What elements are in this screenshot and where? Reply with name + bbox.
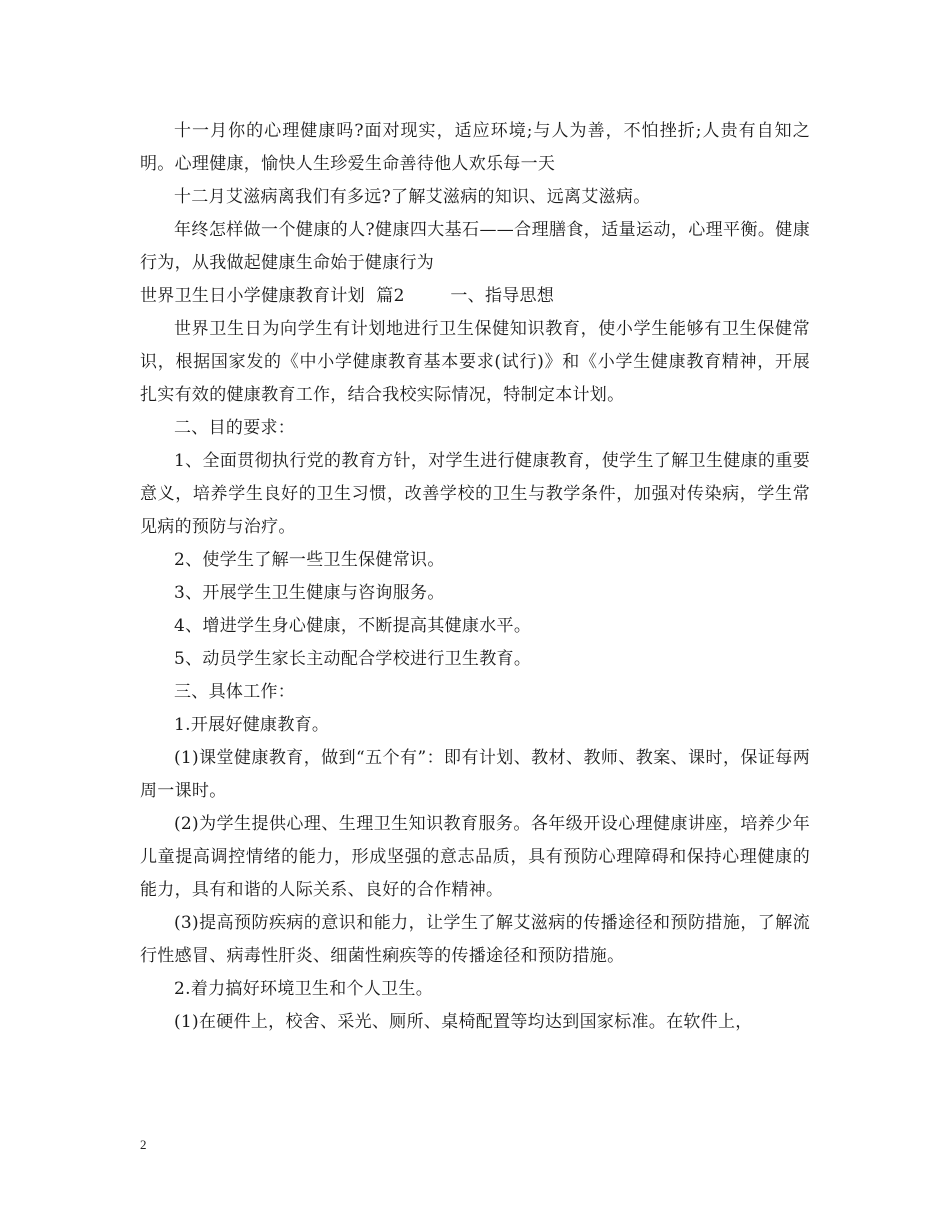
paragraph-item-3: (3)提高预防疾病的意识和能力，让学生了解艾滋病的传播途径和预防措施，了解流行性感冒、病毒性肝炎、细菌性痢疾等的传播途径和预防措施。 xyxy=(140,913,810,966)
list-item-goal-2: 2、使学生了解一些卫生保健常识。 xyxy=(174,550,445,570)
page-number: 2 xyxy=(140,1137,147,1152)
paragraph-november: 十一月你的心理健康吗?面对现实，适应环境;与人为善，不怕挫折;人贵有自知之明。心理健康，愉快人生珍爱生命善待他人欢乐每一天 xyxy=(140,121,810,174)
section-heading-plan-2: 世界卫生日小学健康教育计划 篇2 一、指导思想 xyxy=(140,286,555,306)
heading-specific-work: 三、具体工作： xyxy=(174,682,296,702)
paragraph-year-end: 年终怎样做一个健康的人?健康四大基石——合理膳食，适量运动，心理平衡。健康行为，从我做起健康生命始于健康行为 xyxy=(140,220,810,273)
list-item-goal-5: 5、动员学生家长主动配合学校进行卫生教育。 xyxy=(174,649,532,669)
list-item-goal-1: 1、全面贯彻执行党的教育方针，对学生进行健康教育，使学生了解卫生健康的重要意义，培养学生良好的卫生习惯，改善学校的卫生与教学条件，加强对传染病，学生常见病的预防与治疗。 xyxy=(140,451,810,537)
list-item-goal-4: 4、增进学生身心健康，不断提高其健康水平。 xyxy=(174,616,532,636)
paragraph-december: 十二月艾滋病离我们有多远?了解艾滋病的知识、远离艾滋病。 xyxy=(174,187,651,207)
paragraph-hardware: (1)在硬件上，校舍、采光、厕所、桌椅配置等均达到国家标准。在软件上， xyxy=(174,1012,753,1032)
subheading-health-education: 1.开展好健康教育。 xyxy=(174,715,330,735)
subheading-hygiene: 2.着力搞好环境卫生和个人卫生。 xyxy=(174,979,434,999)
paragraph-item-1: (1)课堂健康教育，做到“五个有”：即有计划、教材、教师、教案、课时，保证每两周一课时。 xyxy=(140,748,810,801)
paragraph-item-2: (2)为学生提供心理、生理卫生知识教育服务。各年级开设心理健康讲座，培养少年儿童提高调控情绪的能力，形成坚强的意志品质，具有预防心理障碍和保持心理健康的能力，具有和谐的人际关系、良好的合作精神。 xyxy=(140,814,810,900)
heading-goals: 二、目的要求： xyxy=(174,418,296,438)
document-body xyxy=(140,115,810,1039)
paragraph-guiding-thought: 世界卫生日为向学生有计划地进行卫生保健知识教育，使小学生能够有卫生保健常识，根据国家发的《中小学健康教育基本要求(试行)》和《小学生健康教育精神，开展扎实有效的健康教育工作，结合我校实际情况，特制定本计划。 xyxy=(140,319,810,405)
list-item-goal-3: 3、开展学生卫生健康与咨询服务。 xyxy=(174,583,445,603)
